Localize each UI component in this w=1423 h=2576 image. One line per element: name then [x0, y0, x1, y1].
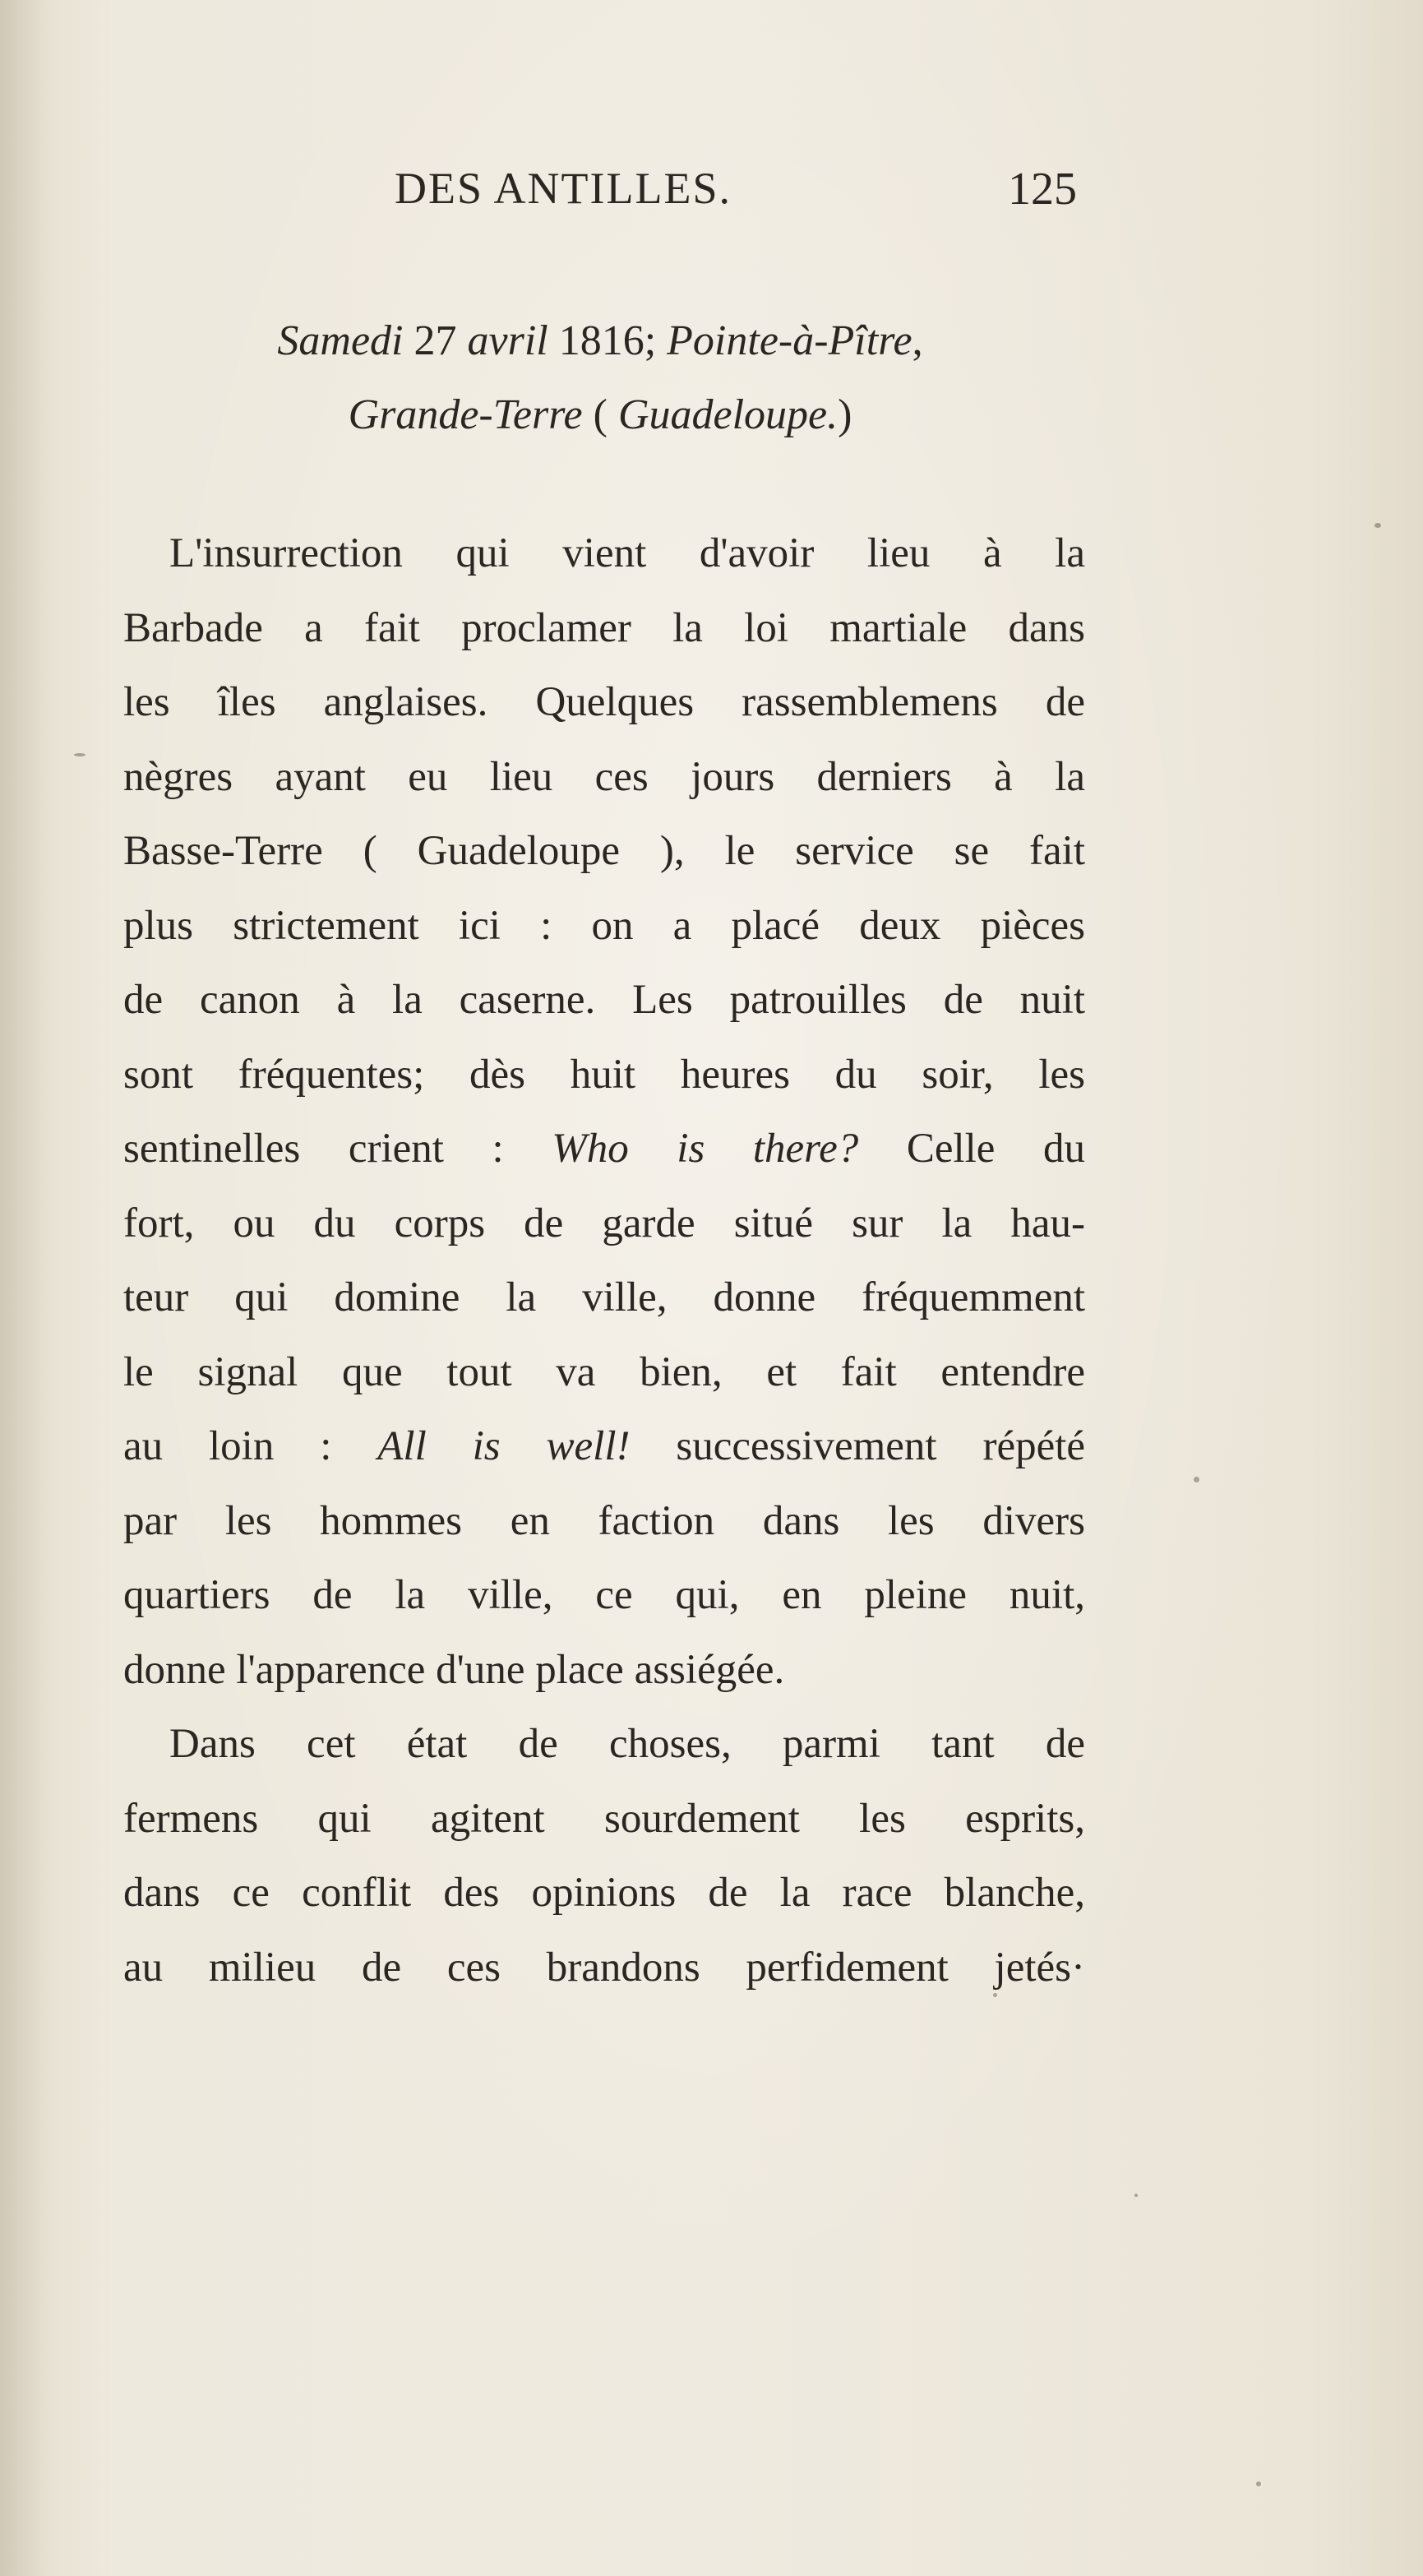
- text-line: par les hommes en faction dans les divers: [123, 1497, 1085, 1544]
- dateline-line-1: [123, 304, 1077, 378]
- line-segment: sentinelles crient :: [123, 1126, 504, 1172]
- paper-speck: [1134, 2194, 1138, 2197]
- text-line: Basse-Terre ( Guadeloupe ), le service se fait: [123, 828, 1085, 874]
- running-head: [123, 163, 1077, 220]
- dateline-paren-close: ): [838, 391, 852, 438]
- text-line: [123, 1112, 1085, 1186]
- dateline-line-2: [123, 378, 1077, 452]
- text-line: le signal que tout va bien, et fait entendre: [123, 1348, 1085, 1395]
- dateline-paren-open: (: [593, 391, 608, 438]
- page-number: 125: [1008, 164, 1077, 215]
- paper-speck: [1256, 2481, 1261, 2486]
- italic-phrase-who-is-there: Who is there?: [552, 1126, 859, 1172]
- italic-phrase-all-is-well: All is well!: [377, 1423, 631, 1469]
- text-line: L'insurrection qui vient d'avoir lieu à la: [169, 530, 1085, 576]
- page-gutter-shadow: [0, 0, 49, 2576]
- text-line: fort, ou du corps de garde situé sur la hau-: [123, 1200, 1085, 1246]
- dateline-place-1: Pointe-à-Pître: [667, 317, 912, 364]
- line-segment: au loin :: [123, 1423, 332, 1469]
- text-line: quartiers de la ville, ce qui, en pleine nuit,: [123, 1572, 1085, 1618]
- dateline-comma: ,: [912, 317, 923, 364]
- running-head-title: DES ANTILLES.: [395, 164, 732, 213]
- text-line: donne l'apparence d'une place assiégée.: [123, 1646, 785, 1693]
- line-segment: successivement répété: [676, 1423, 1086, 1469]
- text-line: Dans cet état de choses, parmi tant de: [169, 1721, 1085, 1767]
- text-line: plus strictement ici : on a placé deux pièces: [123, 902, 1085, 949]
- body-text: [123, 516, 1085, 2005]
- paper-speck: [993, 1993, 997, 1997]
- text-line: les îles anglaises. Quelques rassemblemens de: [123, 679, 1085, 725]
- text-line: sont fréquentes; dès huit heures du soir, les: [123, 1051, 1085, 1098]
- dateline: [123, 304, 1077, 452]
- text-line: Barbade a fait proclamer la loi martiale dans: [123, 604, 1085, 651]
- paper-speck: [1374, 523, 1381, 528]
- text-line: nègres ayant eu lieu ces jours derniers à la: [123, 753, 1085, 800]
- paper-speck: [1194, 1477, 1199, 1482]
- text-line: fermens qui agitent sourdement les esprits,: [123, 1795, 1085, 1842]
- dateline-month: avril: [467, 317, 548, 364]
- dateline-place-2: Grande-Terre: [348, 391, 583, 438]
- text-line: [123, 1409, 1085, 1484]
- text-line: de canon à la caserne. Les patrouilles de nuit: [123, 977, 1085, 1023]
- dateline-place-3: Guadeloupe.: [617, 391, 839, 438]
- line-segment: Celle du: [906, 1126, 1085, 1172]
- text-line: au milieu de ces brandons perfidement jetés·: [123, 1944, 1085, 1991]
- dateline-date-number: 27: [414, 317, 457, 364]
- text-line: teur qui domine la ville, donne fréquemment: [123, 1274, 1085, 1320]
- paper-speck: [74, 753, 85, 756]
- dateline-day: Samedi: [277, 317, 404, 364]
- dateline-year: 1816;: [558, 317, 657, 364]
- text-line: dans ce conflit des opinions de la race blanche,: [123, 1870, 1085, 1916]
